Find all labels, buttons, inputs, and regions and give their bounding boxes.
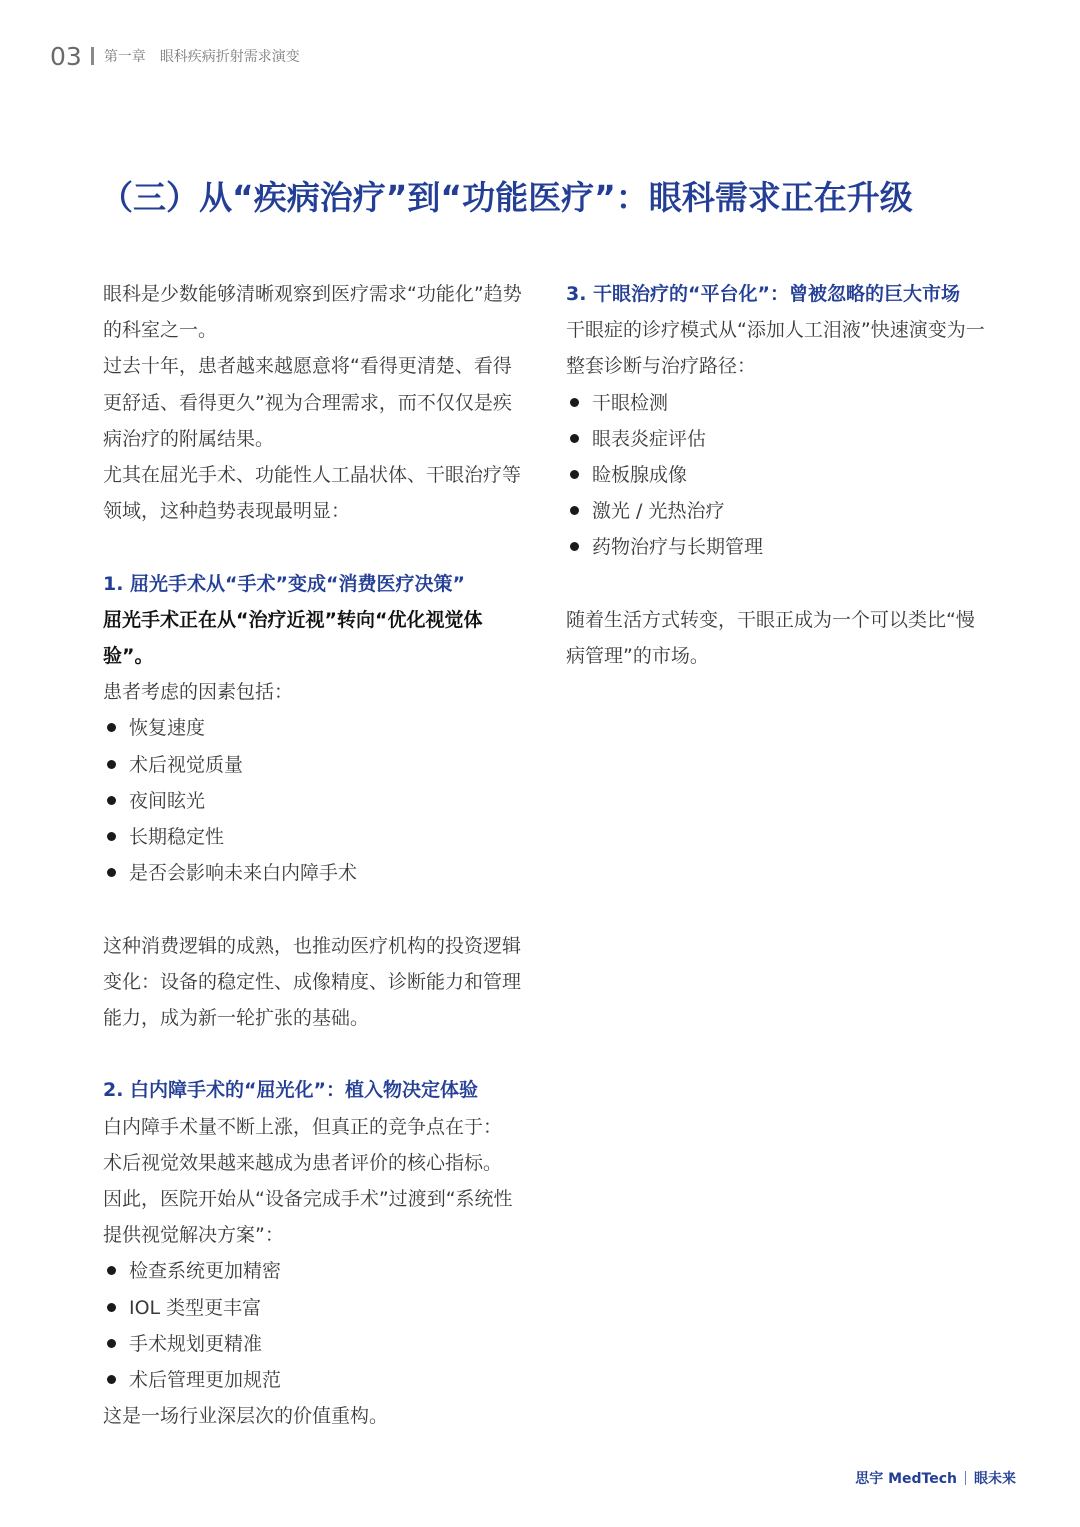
- section2-line-1: 白内障手术量不断上涨，但真正的竞争点在于：: [103, 1115, 503, 1138]
- list-item: IOL 类型更丰富: [103, 1290, 523, 1326]
- section2-line-3: 因此，医院开始从“设备完成手术”过渡到“系统性提供视觉解决方案”：: [103, 1188, 513, 1247]
- section3-bullet-list: [566, 385, 986, 566]
- section1-subheading: 屈光手术正在从“治疗近视”转向“优化视觉体验”。: [103, 608, 483, 668]
- section2-heading: 2. 白内障手术的“屈光化”：植入物决定体验: [103, 1079, 479, 1102]
- section3-heading: 3. 干眼治疗的“平台化”：曾被忽略的巨大市场: [566, 283, 961, 305]
- section3-closing: 随着生活方式转变，干眼正成为一个可以类比“慢病管理”的市场。: [566, 608, 975, 668]
- list-item: 夜间眩光: [103, 783, 523, 819]
- chapter-label: [104, 46, 300, 66]
- section2-bullet-list: [103, 1253, 523, 1398]
- brand-slogan: 眼未来: [974, 1471, 1016, 1487]
- list-item: 是否会影响未来白内障手术: [103, 855, 523, 891]
- list-item: 干眼检测: [566, 385, 986, 421]
- list-item: 恢复速度: [103, 710, 523, 746]
- section2-line-2: 术后视觉效果越来越成为患者评价的核心指标。: [103, 1151, 503, 1174]
- chapter-title: 眼科疾病折射需求演变: [159, 49, 300, 65]
- section1-bullet-list: [103, 710, 523, 891]
- section2-closing: 这是一场行业深层次的价值重构。: [103, 1405, 389, 1428]
- list-item: 手术规划更精准: [103, 1326, 523, 1362]
- left-column: [103, 276, 523, 1434]
- section3-lead: 干眼症的诊疗模式从“添加人工泪液”快速演变为一整套诊断与治疗路径：: [566, 319, 985, 378]
- page-number: 03: [50, 41, 82, 71]
- footer-divider: [965, 1471, 966, 1485]
- chapter-number: 第一章: [103, 49, 146, 65]
- list-item: 检查系统更加精密: [103, 1253, 523, 1289]
- list-item: 长期稳定性: [103, 819, 523, 855]
- intro-paragraph-2: 过去十年，患者越来越愿意将“看得更清楚、看得更舒适、看得更久”视为合理需求，而不仅仅是疾病治疗的附属结果。: [103, 355, 512, 450]
- page-header: [50, 40, 300, 72]
- list-item: 激光 / 光热治疗: [566, 493, 986, 529]
- right-column: [566, 276, 986, 674]
- section1-closing: 这种消费逻辑的成熟，也推动医疗机构的投资逻辑变化：设备的稳定性、成像精度、诊断能力和管理能力，成为新一轮扩张的基础。: [103, 934, 522, 1030]
- list-item: 术后管理更加规范: [103, 1362, 523, 1398]
- list-item: 睑板腺成像: [566, 457, 986, 493]
- section1-lead: 患者考虑的因素包括：: [103, 681, 294, 704]
- header-divider: [91, 47, 94, 65]
- page-footer: [855, 1468, 1016, 1488]
- brand-name: 思宇 MedTech: [855, 1471, 957, 1487]
- section-title: （三）从“疾病治疗”到“功能医疗”：眼科需求正在升级: [100, 178, 913, 217]
- section1-heading: 1. 屈光手术从“手术”变成“消费医疗决策”: [103, 572, 466, 595]
- intro-paragraph-3: 尤其在屈光手术、功能性人工晶状体、干眼治疗等领域，这种趋势表现最明显：: [103, 464, 522, 523]
- list-item: 眼表炎症评估: [566, 421, 986, 457]
- list-item: 药物治疗与长期管理: [566, 529, 986, 565]
- intro-paragraph-1: 眼科是少数能够清晰观察到医疗需求“功能化”趋势的科室之一。: [103, 283, 522, 342]
- list-item: 术后视觉质量: [103, 747, 523, 783]
